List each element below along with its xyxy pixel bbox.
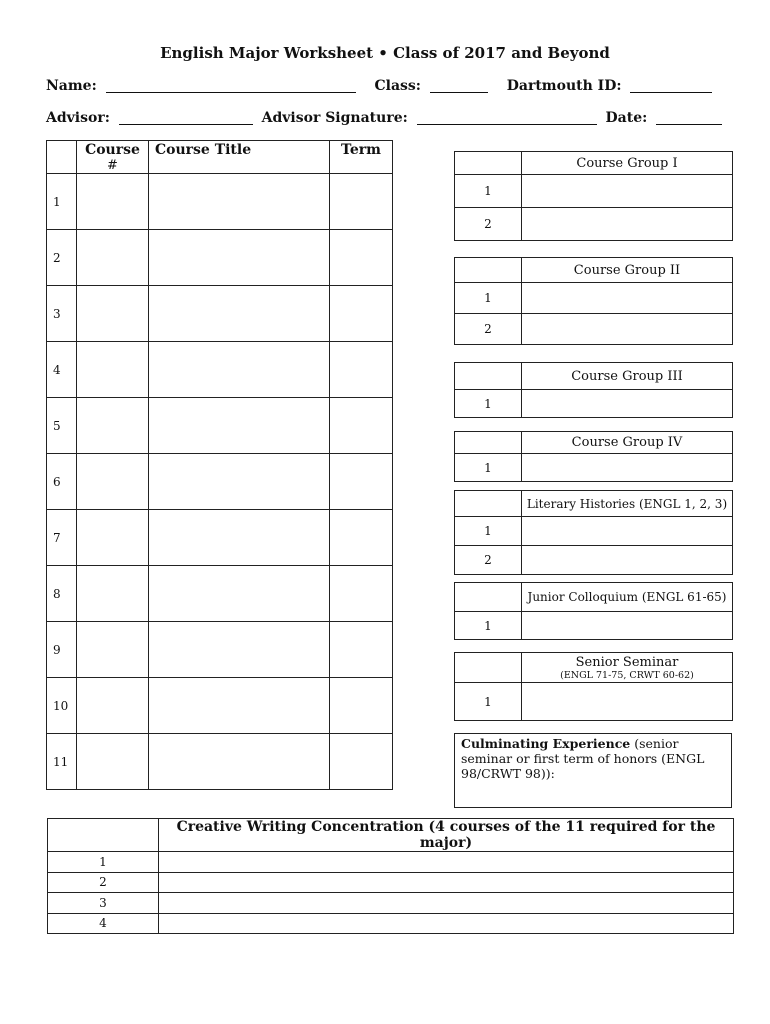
group-course-input[interactable] — [522, 391, 732, 417]
term-cell[interactable] — [330, 230, 393, 286]
group-subtitle: (ENGL 71-75, CRWT 60-62) — [560, 669, 694, 681]
group-row — [455, 175, 733, 208]
course-row — [47, 566, 393, 622]
group-course-input[interactable] — [522, 315, 732, 344]
course-group-6 — [454, 582, 733, 640]
group-course-input[interactable] — [522, 547, 732, 574]
group-row-number: 1 — [455, 283, 522, 314]
course-title-input[interactable] — [149, 679, 329, 733]
name-field[interactable] — [106, 78, 356, 93]
dartmouth-id-field[interactable] — [630, 78, 712, 93]
course-table — [46, 140, 393, 790]
course-title-header: Course Title — [149, 141, 330, 174]
course-number-header — [77, 141, 149, 174]
term-cell[interactable] — [330, 734, 393, 790]
cw-course-input[interactable] — [159, 897, 733, 913]
course-number-input[interactable] — [77, 287, 148, 341]
group-course-input[interactable] — [522, 209, 732, 240]
term-input[interactable] — [330, 231, 392, 285]
group-title — [522, 363, 733, 390]
cw-row-number: 3 — [48, 893, 159, 914]
group-title — [522, 583, 733, 612]
course-row — [47, 174, 393, 230]
page-title: English Major Worksheet • Class of 2017 and Beyond — [160, 44, 610, 62]
cw-course-cell[interactable] — [159, 852, 734, 873]
course-number-input[interactable] — [77, 735, 148, 789]
course-header-label: Course — [85, 142, 140, 158]
group-row-number: 1 — [455, 683, 522, 721]
advisor-signature-label: Advisor Signature: — [261, 110, 408, 126]
course-row-number: 7 — [47, 510, 77, 566]
name-label: Name: — [46, 78, 97, 94]
term-input[interactable] — [330, 735, 392, 789]
cw-course-input[interactable] — [159, 876, 733, 892]
group-row — [455, 314, 733, 345]
creative-writing-table — [47, 818, 734, 934]
group-corner-cell — [455, 152, 522, 175]
group-title — [522, 491, 733, 517]
cw-number-header — [48, 819, 159, 852]
course-number-input[interactable] — [77, 343, 148, 397]
course-number-cell[interactable] — [77, 230, 149, 286]
course-group-3 — [454, 362, 733, 418]
course-number-input[interactable] — [77, 679, 148, 733]
course-number-cell[interactable] — [77, 510, 149, 566]
term-input[interactable] — [330, 175, 392, 229]
dartmouth-id-label: Dartmouth ID: — [506, 78, 622, 94]
advisor-input[interactable] — [119, 112, 253, 126]
course-title-cell[interactable] — [149, 286, 330, 342]
advisor-signature-field[interactable] — [417, 110, 597, 125]
class-field[interactable] — [430, 78, 488, 93]
group-course-cell[interactable] — [522, 683, 733, 721]
course-title-input[interactable] — [149, 455, 329, 509]
course-number-input[interactable] — [77, 231, 148, 285]
group-course-cell[interactable] — [522, 314, 733, 345]
group-course-cell[interactable] — [522, 283, 733, 314]
course-number-cell[interactable] — [77, 286, 149, 342]
course-row-number: 4 — [47, 342, 77, 398]
group-course-input[interactable] — [522, 613, 732, 639]
group-row-number: 1 — [455, 517, 522, 546]
course-number-input[interactable] — [77, 455, 148, 509]
term-cell[interactable] — [330, 510, 393, 566]
group-course-cell[interactable] — [522, 454, 733, 482]
group-course-cell[interactable] — [522, 612, 733, 640]
course-title-input[interactable] — [149, 287, 329, 341]
group-course-input[interactable] — [522, 284, 732, 313]
group-row — [455, 546, 733, 575]
cw-heading: Creative Writing Concentration (4 courses of the 11 required for the major) — [159, 819, 734, 852]
course-number-cell[interactable] — [77, 454, 149, 510]
term-input[interactable] — [330, 623, 392, 677]
cw-course-cell[interactable] — [159, 872, 734, 893]
group-title — [522, 432, 733, 454]
cw-row-number: 1 — [48, 852, 159, 873]
term-input[interactable] — [330, 567, 392, 621]
course-group-2 — [454, 257, 733, 345]
group-row-number: 1 — [455, 390, 522, 418]
group-course-input[interactable] — [522, 455, 732, 481]
course-title-input[interactable] — [149, 735, 329, 789]
group-course-cell[interactable] — [522, 208, 733, 241]
term-cell[interactable] — [330, 342, 393, 398]
group-row-number: 1 — [455, 454, 522, 482]
course-title-cell[interactable] — [149, 342, 330, 398]
group-row-number: 1 — [455, 175, 522, 208]
group-title — [522, 258, 733, 283]
group-course-input[interactable] — [522, 518, 732, 545]
cw-row — [48, 893, 734, 914]
class-input[interactable] — [430, 80, 488, 94]
group-corner-cell — [455, 432, 522, 454]
course-number-input[interactable] — [77, 511, 148, 565]
date-field[interactable] — [656, 110, 722, 125]
group-title — [522, 152, 733, 175]
group-title-text: Literary Histories (ENGL 1, 2, 3) — [526, 496, 728, 511]
group-corner-cell — [455, 491, 522, 517]
term-cell[interactable] — [330, 286, 393, 342]
course-title-input[interactable] — [149, 399, 329, 453]
dartmouth-id-input[interactable] — [630, 80, 712, 94]
group-corner-cell — [455, 583, 522, 612]
group-title-text: Course Group I — [576, 155, 678, 171]
course-row-number: 11 — [47, 734, 77, 790]
advisor-field[interactable] — [119, 110, 253, 125]
course-row — [47, 678, 393, 734]
date-input[interactable] — [656, 112, 722, 126]
group-course-cell[interactable] — [522, 517, 733, 546]
cw-course-input[interactable] — [159, 856, 733, 872]
culminating-text: (senior seminar or first term of honors (ENGL 98/CRWT 98)): — [461, 736, 705, 781]
group-row — [455, 517, 733, 546]
group-corner-cell — [455, 653, 522, 683]
course-number-cell[interactable] — [77, 566, 149, 622]
cw-row — [48, 913, 734, 934]
group-row — [455, 208, 733, 241]
course-title-cell[interactable] — [149, 734, 330, 790]
course-title-cell[interactable] — [149, 398, 330, 454]
term-cell[interactable] — [330, 622, 393, 678]
term-input[interactable] — [330, 679, 392, 733]
course-number-sign: # — [107, 158, 118, 173]
course-title-input[interactable] — [149, 623, 329, 677]
group-title-text: Senior Seminar — [575, 654, 679, 670]
course-number-cell[interactable] — [77, 734, 149, 790]
group-row — [455, 390, 733, 418]
advisor-signature-input[interactable] — [417, 112, 597, 126]
course-row — [47, 398, 393, 454]
term-cell[interactable] — [330, 174, 393, 230]
course-title-cell[interactable] — [149, 230, 330, 286]
group-row — [455, 612, 733, 640]
cw-row-number: 4 — [48, 913, 159, 934]
group-course-input[interactable] — [522, 176, 732, 207]
course-row — [47, 454, 393, 510]
course-title-cell[interactable] — [149, 510, 330, 566]
course-row-number: 6 — [47, 454, 77, 510]
header-row-1 — [46, 78, 716, 94]
course-row — [47, 230, 393, 286]
course-number-cell[interactable] — [77, 678, 149, 734]
cw-row-number: 2 — [48, 872, 159, 893]
term-header: Term — [330, 141, 393, 174]
class-label: Class: — [374, 78, 421, 94]
course-title-cell[interactable] — [149, 622, 330, 678]
group-corner-cell — [455, 258, 522, 283]
term-input[interactable] — [330, 511, 392, 565]
cw-course-input[interactable] — [159, 917, 733, 933]
group-row — [455, 683, 733, 721]
course-title-cell[interactable] — [149, 454, 330, 510]
course-row-number: 5 — [47, 398, 77, 454]
course-number-input[interactable] — [77, 623, 148, 677]
term-cell[interactable] — [330, 678, 393, 734]
course-row — [47, 734, 393, 790]
course-group-5 — [454, 490, 733, 575]
culminating-label: Culminating Experience — [461, 736, 631, 751]
course-title-cell[interactable] — [149, 678, 330, 734]
course-title-input[interactable] — [149, 567, 329, 621]
course-title-input[interactable] — [149, 511, 329, 565]
course-group-4 — [454, 431, 733, 482]
course-row-number: 8 — [47, 566, 77, 622]
course-title-input[interactable] — [149, 231, 329, 285]
group-corner-cell — [455, 363, 522, 390]
course-number-cell[interactable] — [77, 398, 149, 454]
culminating-experience-box[interactable] — [454, 733, 732, 808]
cw-course-cell[interactable] — [159, 913, 734, 934]
course-title-input[interactable] — [149, 175, 329, 229]
group-row-number: 2 — [455, 546, 522, 575]
cw-row — [48, 852, 734, 873]
group-title-text: Course Group IV — [571, 435, 683, 450]
group-row-number: 2 — [455, 314, 522, 345]
course-number-cell[interactable] — [77, 174, 149, 230]
course-row — [47, 342, 393, 398]
group-course-cell[interactable] — [522, 546, 733, 575]
group-row-number: 1 — [455, 612, 522, 640]
course-row — [47, 622, 393, 678]
term-input[interactable] — [330, 399, 392, 453]
date-label: Date: — [605, 110, 648, 126]
group-row — [455, 283, 733, 314]
course-number-cell[interactable] — [77, 622, 149, 678]
term-input[interactable] — [330, 343, 392, 397]
course-number-input[interactable] — [77, 567, 148, 621]
term-cell[interactable] — [330, 454, 393, 510]
group-course-cell[interactable] — [522, 390, 733, 418]
group-title-text: Course Group III — [571, 368, 683, 384]
course-row-number: 1 — [47, 174, 77, 230]
course-row-number: 10 — [47, 678, 77, 734]
name-input[interactable] — [106, 80, 356, 94]
term-cell[interactable] — [330, 566, 393, 622]
course-row-number: 3 — [47, 286, 77, 342]
course-row-number: 9 — [47, 622, 77, 678]
header-row-2 — [46, 110, 726, 126]
term-input[interactable] — [330, 455, 392, 509]
group-course-input[interactable] — [522, 684, 732, 720]
course-number-input[interactable] — [77, 399, 148, 453]
course-title-input[interactable] — [149, 343, 329, 397]
group-title-text: Junior Colloquium (ENGL 61-65) — [527, 590, 727, 604]
cw-course-cell[interactable] — [159, 893, 734, 914]
course-group-7 — [454, 652, 733, 721]
row-number-header — [47, 141, 77, 174]
group-title — [522, 653, 733, 683]
advisor-label: Advisor: — [46, 110, 110, 126]
course-title-cell[interactable] — [149, 174, 330, 230]
cw-row — [48, 872, 734, 893]
course-row — [47, 510, 393, 566]
term-input[interactable] — [330, 287, 392, 341]
group-row-number: 2 — [455, 208, 522, 241]
course-number-input[interactable] — [77, 175, 148, 229]
group-course-cell[interactable] — [522, 175, 733, 208]
course-group-1 — [454, 151, 733, 241]
term-cell[interactable] — [330, 398, 393, 454]
course-row — [47, 286, 393, 342]
course-title-cell[interactable] — [149, 566, 330, 622]
course-number-cell[interactable] — [77, 342, 149, 398]
course-row-number: 2 — [47, 230, 77, 286]
group-title-text: Course Group II — [573, 262, 681, 278]
group-row — [455, 454, 733, 482]
